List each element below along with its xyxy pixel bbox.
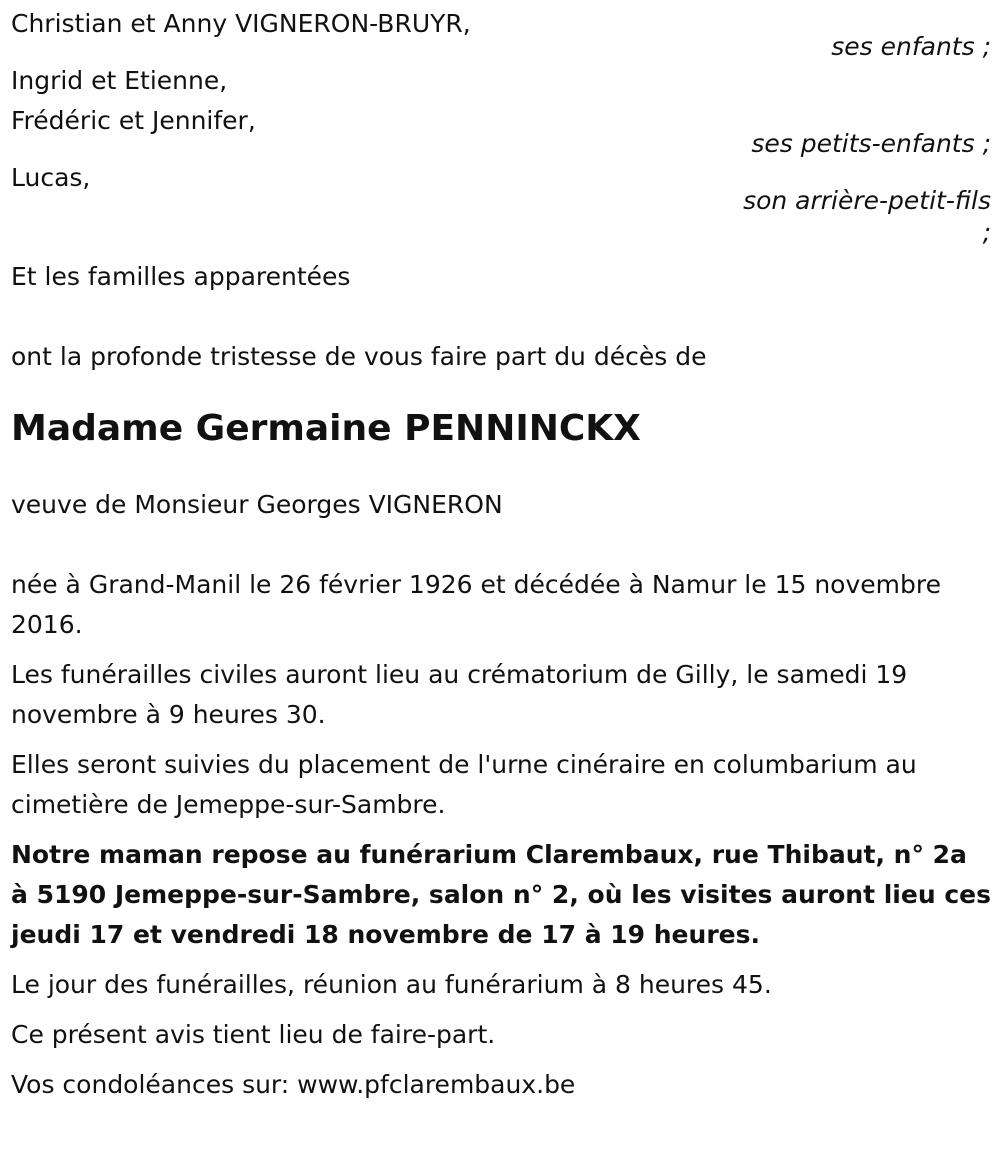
widow-of: veuve de Monsieur Georges VIGNERON (11, 490, 503, 519)
notice-text: Ce présent avis tient lieu de faire-part. (11, 1020, 496, 1049)
meeting-text: Le jour des funérailles, réunion au funérarium à 8 heures 45. (11, 970, 772, 999)
grandchildren-line-2: Frédéric et Jennifer, (11, 106, 256, 135)
grandchildren-line-1: Ingrid et Etienne, (11, 66, 228, 95)
obituary-notice (11, 4, 991, 1115)
children-relation: ses enfants ; (831, 32, 991, 61)
announcement-intro: ont la profonde tristesse de vous faire part du décès de (11, 342, 707, 371)
grandchildren-relation: ses petits-enfants ; (751, 129, 991, 158)
great-grandchild-semicolon: ; (982, 218, 991, 247)
birth-death-text: née à Grand-Manil le 26 février 1926 et décédée à Namur le 15 novembre 2016. (11, 570, 941, 639)
related-families: Et les familles apparentées (11, 262, 351, 291)
condolences-prefix: Vos condoléances sur: (11, 1070, 298, 1099)
children-names: Christian et Anny VIGNERON-BRUYR, (11, 9, 471, 38)
urn-text: Elles seront suivies du placement de l'urne cinéraire en columbarium au cimetière de Jemeppe-sur-Sambre. (11, 750, 917, 819)
great-grandchild-name: Lucas, (11, 163, 91, 192)
condolences-link[interactable]: www.pfclarembaux.be (297, 1070, 576, 1099)
deceased-name: Madame Germaine PENNINCKX (11, 408, 641, 449)
great-grandchild-relation: son arrière-petit-fils (743, 186, 991, 215)
funeral-text: Les funérailles civiles auront lieu au crématorium de Gilly, le samedi 19 novembre à 9 heures 30. (11, 660, 908, 729)
visitation-text: Notre maman repose au funérarium Clarembaux, rue Thibaut, n° 2a à 5190 Jemeppe-sur-Sambre, salon n° 2, où les visites auront lieu ces jeudi 17 et vendredi 18 novembre de 17 à 19 heures. (11, 840, 991, 949)
condolences-line (11, 1065, 991, 1105)
